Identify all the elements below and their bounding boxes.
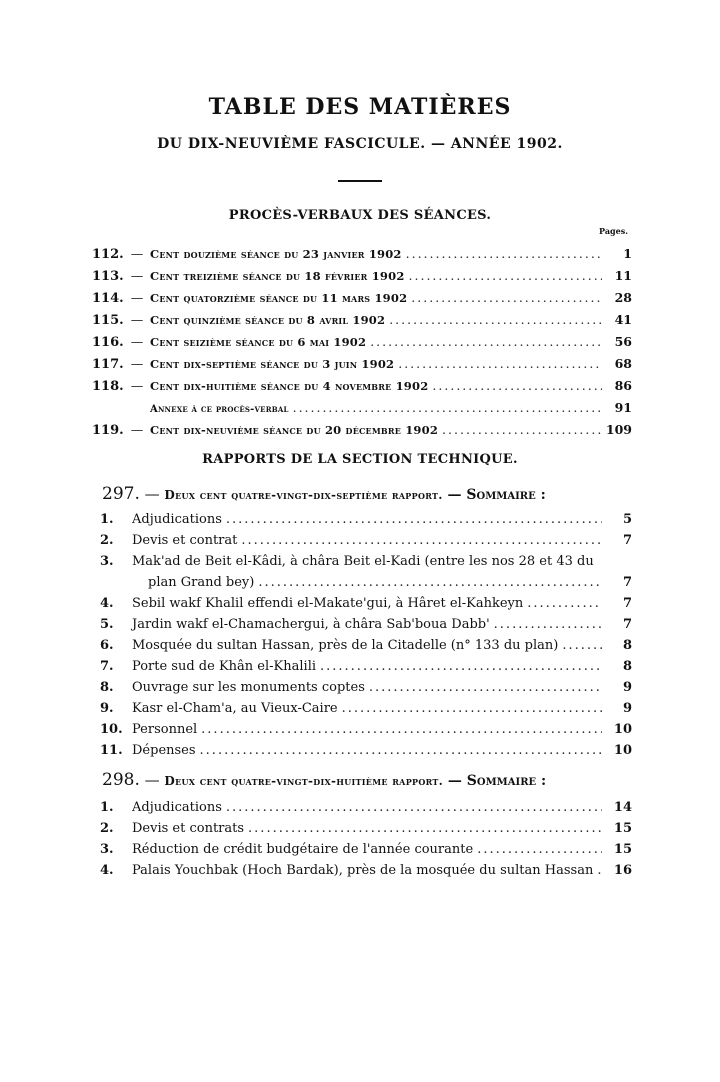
item-number: 9. <box>100 701 114 716</box>
list-item <box>100 596 632 617</box>
item-page: 8 <box>622 659 632 674</box>
toc-entry <box>92 334 632 356</box>
list-item <box>100 659 632 680</box>
list-item <box>100 722 632 743</box>
leader-dots <box>254 575 602 590</box>
leader-dots <box>385 312 602 327</box>
rapport-sommaire: — Sommaire : <box>447 773 547 789</box>
item-title: Dépenses <box>132 743 196 758</box>
rapport-title: Deux cent quatre-vingt-dix-huitième rapport. <box>164 774 444 788</box>
list-item-continued <box>148 575 632 596</box>
entry-page: 68 <box>614 356 632 371</box>
leader-dots <box>473 842 602 857</box>
item-number: 1. <box>100 800 114 815</box>
list-item <box>100 701 632 722</box>
item-page: 7 <box>622 596 632 611</box>
toc-entry <box>92 290 632 312</box>
toc-entry <box>92 246 632 268</box>
item-title: Adjudications <box>132 800 222 815</box>
entry-page: 1 <box>623 246 632 261</box>
rapports-heading: RAPPORTS DE LA SECTION TECHNIQUE. <box>202 452 518 467</box>
list-item <box>100 821 632 842</box>
item-number: 3. <box>100 554 114 569</box>
toc-entry <box>92 312 632 334</box>
entry-page: 11 <box>614 268 632 283</box>
item-page: 9 <box>622 680 632 695</box>
rapport-number: 298. <box>102 770 140 790</box>
leader-dots <box>222 800 602 815</box>
toc-entry <box>92 422 632 444</box>
item-page: 7 <box>622 617 632 632</box>
rapport-297-header <box>102 484 642 504</box>
list-item <box>100 533 632 554</box>
leader-dots <box>237 533 602 548</box>
entry-number: 113. <box>92 269 124 284</box>
item-title: Jardin wakf el-Chamachergui, à châra Sab'boua Dabb' <box>132 617 490 632</box>
item-title: Porte sud de Khân el-Khalili <box>132 659 317 674</box>
item-number: 8. <box>100 680 114 695</box>
item-page: 15 <box>613 842 632 857</box>
entry-title: Cent quatorzième séance du 11 mars 1902 <box>150 291 408 305</box>
item-number: 6. <box>100 638 114 653</box>
list-item <box>100 800 632 821</box>
leader-dots <box>402 246 602 261</box>
leader-dots <box>428 378 602 393</box>
leader-dots <box>438 422 602 437</box>
item-number: 5. <box>100 617 114 632</box>
entry-dash: — <box>130 334 144 349</box>
leader-dots <box>394 356 602 371</box>
entry-title: Cent quinzième séance du 8 avril 1902 <box>150 313 386 327</box>
item-number: 2. <box>100 533 114 548</box>
leader-dots <box>316 659 602 674</box>
item-page: 15 <box>613 821 632 836</box>
item-number: 4. <box>100 863 114 878</box>
entry-dash: — <box>130 246 144 261</box>
item-title: Palais Youchbak (Hoch Bardak), près de la mosquée du sultan Hassan <box>132 863 594 878</box>
leader-dots <box>196 743 602 758</box>
leader-dots <box>405 268 602 283</box>
item-title: plan Grand bey) <box>148 575 255 590</box>
entry-number: 118. <box>92 379 124 394</box>
entry-title: Cent treizième séance du 18 février 1902 <box>150 269 405 283</box>
leader-dots <box>289 400 602 415</box>
leader-dots <box>197 722 602 737</box>
entry-number: 117. <box>92 357 124 372</box>
leader-dots <box>407 290 602 305</box>
item-number: 10. <box>100 722 123 737</box>
list-item <box>100 512 632 533</box>
entry-dash: — <box>130 290 144 305</box>
item-number: 1. <box>100 512 114 527</box>
entry-page: 56 <box>614 334 632 349</box>
item-title: Mosquée du sultan Hassan, près de la Citadelle (n° 133 du plan) <box>132 638 559 653</box>
item-number: 4. <box>100 596 114 611</box>
rapport-dash: — <box>144 771 160 789</box>
title-rule <box>338 180 382 182</box>
toc-entry <box>92 356 632 378</box>
list-item <box>100 863 632 884</box>
entry-dash: — <box>130 312 144 327</box>
entry-title: Cent dix-septième séance du 3 juin 1902 <box>150 357 395 371</box>
item-title: Personnel <box>132 722 198 737</box>
leader-dots <box>244 821 602 836</box>
entry-number: 115. <box>92 313 124 328</box>
toc-entry <box>92 378 632 400</box>
list-item <box>100 617 632 638</box>
leader-dots <box>558 638 602 653</box>
entry-number: 116. <box>92 335 124 350</box>
page-title: TABLE DES MATIÈRES <box>208 94 512 120</box>
list-item <box>100 554 632 575</box>
entry-title: Cent dix-neuvième séance du 20 décembre 1902 <box>150 423 439 437</box>
item-number: 7. <box>100 659 114 674</box>
item-title: Kasr el-Cham'a, au Vieux-Caire <box>132 701 338 716</box>
entry-title: Cent douzième séance du 23 janvier 1902 <box>150 247 402 261</box>
entry-dash: — <box>130 378 144 393</box>
leader-dots <box>338 701 602 716</box>
rapport-sommaire: — Sommaire : <box>447 487 546 503</box>
item-number: 2. <box>100 821 114 836</box>
item-page: 5 <box>622 512 632 527</box>
rapport-number: 297. <box>102 484 140 504</box>
entry-title: Cent dix-huitième séance du 4 novembre 1902 <box>150 379 429 393</box>
entry-page: 91 <box>614 400 632 415</box>
entry-dash: — <box>130 356 144 371</box>
item-page: 10 <box>613 722 632 737</box>
item-title: Sebil wakf Khalil effendi el-Makate'gui, à Hâret el-Kahkeyn <box>132 596 524 611</box>
item-number: 3. <box>100 842 114 857</box>
entry-title: Annexe à ce procès-verbal <box>150 404 289 415</box>
list-item <box>100 743 632 764</box>
entry-page: 109 <box>605 422 632 437</box>
toc-entry <box>92 268 632 290</box>
list-item <box>100 680 632 701</box>
item-page: 16 <box>613 863 632 878</box>
rapport-dash: — <box>144 485 160 503</box>
entry-page: 41 <box>614 312 632 327</box>
toc-entry-annexe <box>150 400 632 422</box>
entry-number: 119. <box>92 423 124 438</box>
rapport-title: Deux cent quatre-vingt-dix-septième rapport. <box>164 488 443 502</box>
entry-dash: — <box>130 268 144 283</box>
item-page: 7 <box>622 533 632 548</box>
item-number: 11. <box>100 743 123 758</box>
entry-title: Cent seizième séance du 6 mai 1902 <box>150 335 367 349</box>
page-subtitle: DU DIX-NEUVIÈME FASCICULE. — ANNÉE 1902. <box>157 136 563 152</box>
item-page: 14 <box>613 800 632 815</box>
entry-number: 112. <box>92 247 124 262</box>
entry-page: 86 <box>614 378 632 393</box>
leader-dots <box>593 863 602 878</box>
item-page: 10 <box>613 743 632 758</box>
proces-verbaux-heading: PROCÈS-VERBAUX DES SÉANCES. <box>228 208 492 223</box>
leader-dots <box>366 334 602 349</box>
item-title: Réduction de crédit budgétaire de l'année courante <box>132 842 474 857</box>
leader-dots <box>523 596 602 611</box>
entry-page: 28 <box>614 290 632 305</box>
leader-dots <box>222 512 602 527</box>
leader-dots <box>365 680 602 695</box>
item-title: Devis et contrat <box>132 533 238 548</box>
entry-number: 114. <box>92 291 124 306</box>
entry-dash: — <box>130 422 144 437</box>
list-item <box>100 638 632 659</box>
item-page: 9 <box>622 701 632 716</box>
item-page: 8 <box>622 638 632 653</box>
item-page: 7 <box>622 575 632 590</box>
item-title: Adjudications <box>132 512 222 527</box>
item-title: Devis et contrats <box>132 821 245 836</box>
list-item <box>100 842 632 863</box>
pages-column-label: Pages. <box>599 226 628 236</box>
item-title: Ouvrage sur les monuments coptes <box>132 680 365 695</box>
leader-dots <box>490 617 602 632</box>
item-title: Mak'ad de Beit el-Kâdi, à châra Beit el-Kadi (entre les nos 28 et 43 du <box>132 554 594 569</box>
rapport-298-header <box>102 770 642 790</box>
